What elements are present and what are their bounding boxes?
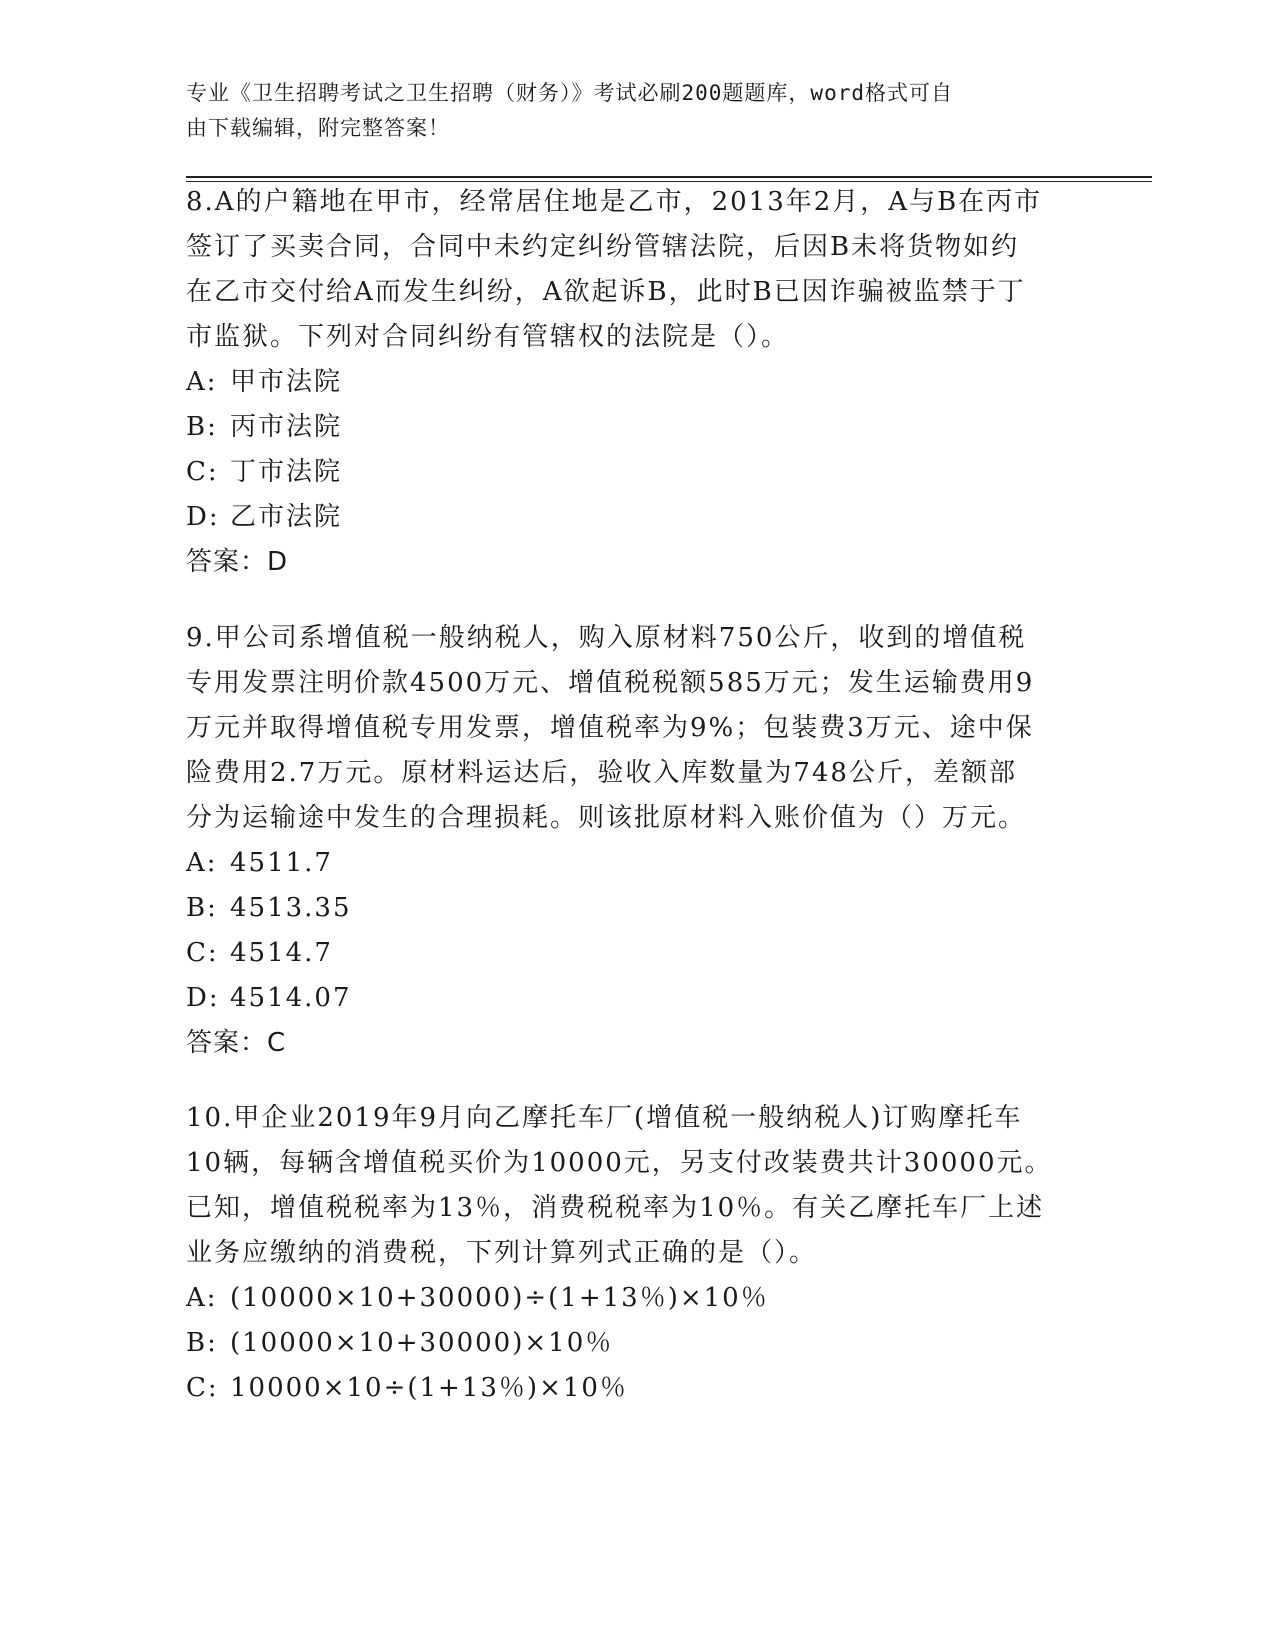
header-line-2: 由下载编辑，附完整答案！ <box>186 116 450 140</box>
header-line-1: 专业《卫生招聘考试之卫生招聘（财务）》考试必刷200题题库，word格式可自 <box>186 81 953 105</box>
option-label: A: <box>186 367 218 397</box>
option-text: 4514.7 <box>230 938 333 968</box>
question-stem-line: 在乙市交付给A而发生纠纷，A欲起诉B，此时B已因诈骗被监禁于丁 <box>186 277 1026 307</box>
question-stem-line: 9.甲公司系增值税一般纳税人，购入原材料750公斤，收到的增值税 <box>186 623 1027 653</box>
option-text: 10000×10÷(1+13％)×10％ <box>230 1373 628 1403</box>
question-stem-line: 10辆，每辆含增值税买价为10000元，另支付改装费共计30000元。 <box>186 1148 1053 1178</box>
option-b <box>186 1321 1066 1366</box>
option-label: B: <box>186 893 218 923</box>
question-stem-line: 已知，增值税税率为13％，消费税税率为10％。有关乙摩托车厂上述 <box>186 1193 1045 1223</box>
option-label: D: <box>186 983 220 1013</box>
option-text: 4514.07 <box>230 983 352 1013</box>
question-stem-line: 万元并取得增值税专用发票，增值税率为9%；包装费3万元、途中保 <box>186 713 1034 743</box>
option-b <box>186 405 1066 450</box>
option-text: 乙市法院 <box>230 502 343 532</box>
option-text: (10000×10+30000)÷(1+13％)×10％ <box>230 1283 769 1313</box>
option-b <box>186 886 1066 931</box>
option-d <box>186 976 1066 1021</box>
question-9 <box>186 616 1066 1066</box>
answer: 答案：D <box>186 547 289 577</box>
option-label: C: <box>186 1373 219 1403</box>
option-label: C: <box>186 938 219 968</box>
option-c <box>186 931 1066 976</box>
option-text: 丁市法院 <box>230 457 343 487</box>
option-a <box>186 360 1066 405</box>
header-divider-thick <box>186 176 1152 178</box>
option-c <box>186 1366 1066 1411</box>
option-label: C: <box>186 457 219 487</box>
option-text: (10000×10+30000)×10％ <box>230 1328 614 1358</box>
question-stem-line: 10.甲企业2019年9月向乙摩托车厂(增值税一般纳税人)订购摩托车 <box>186 1103 1023 1133</box>
option-text: 丙市法院 <box>230 412 343 442</box>
answer: 答案：C <box>186 1028 287 1058</box>
option-label: B: <box>186 412 218 442</box>
document-header <box>186 76 1066 146</box>
option-a <box>186 841 1066 886</box>
option-label: A: <box>186 848 218 878</box>
option-text: 4511.7 <box>230 848 333 878</box>
question-stem-line: 市监狱。下列对合同纠纷有管辖权的法院是（）。 <box>186 322 790 352</box>
question-stem-line: 分为运输途中发生的合理损耗。则该批原材料入账价值为（）万元。 <box>186 803 1027 833</box>
question-stem-line: 8.A的户籍地在甲市，经常居住地是乙市，2013年2月，A与B在丙市 <box>186 187 1043 217</box>
question-stem-line: 业务应缴纳的消费税，下列计算列式正确的是（）。 <box>186 1238 818 1268</box>
question-10 <box>186 1096 1066 1411</box>
question-stem-line: 签订了买卖合同，合同中未约定纠纷管辖法院，后因B未将货物如约 <box>186 232 1020 262</box>
option-label: B: <box>186 1328 218 1358</box>
question-8 <box>186 180 1066 585</box>
question-stem-line: 险费用2.7万元。原材料运达后，验收入库数量为748公斤，差额部 <box>186 758 1017 788</box>
option-a <box>186 1276 1066 1321</box>
question-stem-line: 专用发票注明价款4500万元、增值税税额585万元；发生运输费用9 <box>186 668 1035 698</box>
option-label: A: <box>186 1283 218 1313</box>
option-label: D: <box>186 502 220 532</box>
option-c <box>186 450 1066 495</box>
option-d <box>186 495 1066 540</box>
option-text: 甲市法院 <box>230 367 343 397</box>
option-text: 4513.35 <box>230 893 352 923</box>
